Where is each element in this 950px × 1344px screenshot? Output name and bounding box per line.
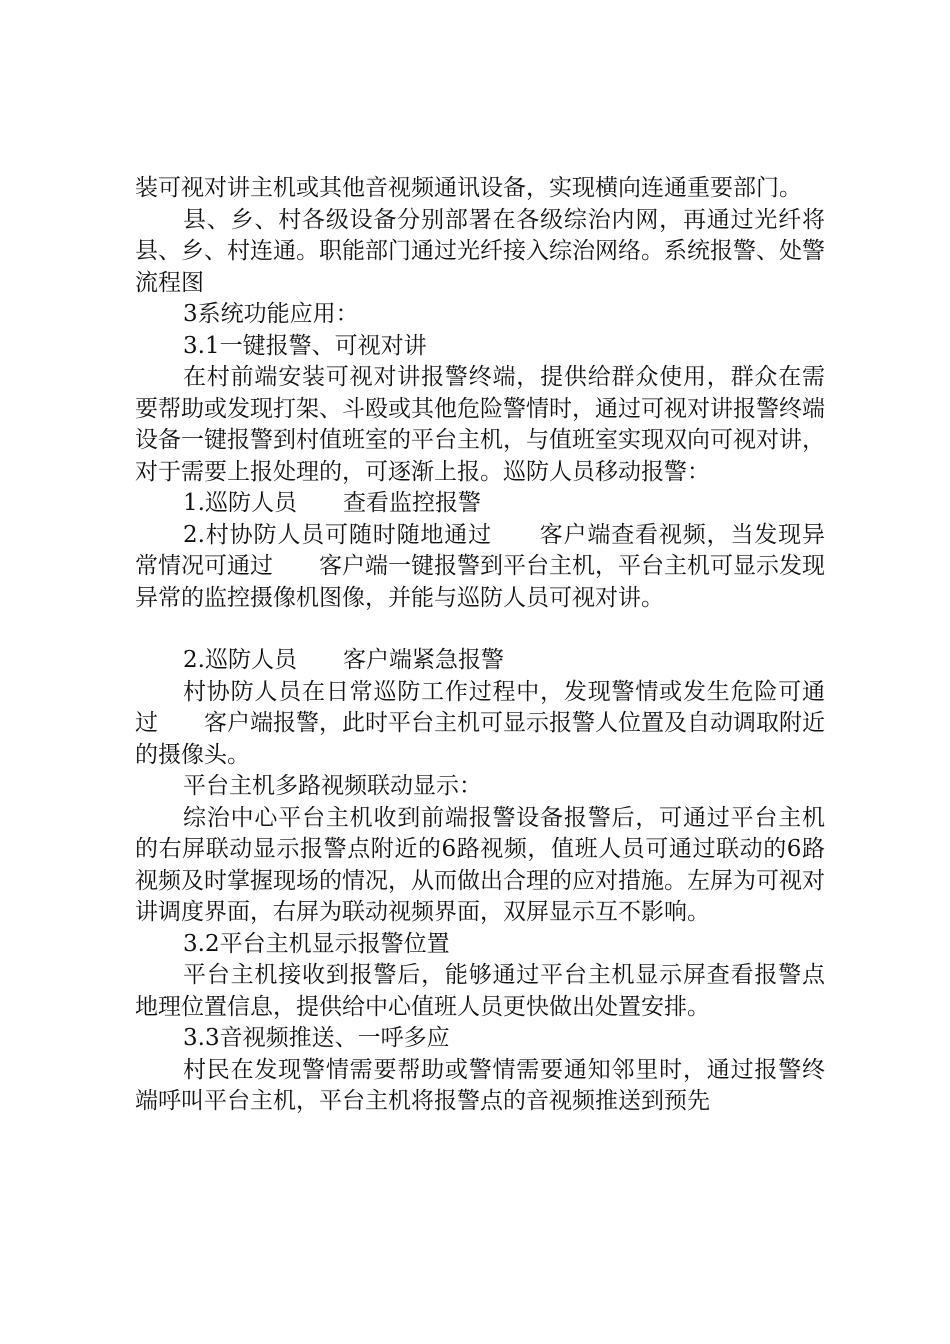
paragraph-daily-patrol: 村协防人员在日常巡防工作过程中，发现警情或发生危险可通过 客户端报警，此时平台主机可显示报警人位置及自动调取附近的摄像头。	[135, 678, 825, 768]
paragraph-av-push: 村民在发现警情需要帮助或警情需要通知邻里时，通过报警终端呼叫平台主机，平台主机将报警点的音视频推送到预先	[135, 1056, 825, 1114]
section-heading-alarm-location: 3.2平台主机显示报警位置	[183, 930, 450, 957]
list-item-emergency-alarm: 2.巡防人员 客户端紧急报警	[183, 647, 504, 673]
section-heading-one-key-alarm: 3.1一键报警、可视对讲	[183, 332, 427, 359]
paragraph-village-terminal: 在村前端安装可视对讲报警终端，提供给群众使用，群众在需要帮助或发现打架、斗殴或其他危险警情时，通过可视对讲报警终端设备一键报警到村值班室的平台主机，与值班室实现双向可视对讲，对于需要上报处理的，可逐渐上报。巡防人员移动报警：	[135, 364, 825, 485]
document-body	[135, 173, 825, 1118]
section-heading-av-push: 3.3音视频推送、一呼多应	[183, 1025, 450, 1051]
paragraph-network-deployment: 县、乡、村各级设备分别部署在各级综治内网，再通过光纤将县、乡、村连通。职能部门通过光纤接入综治网络。系统报警、处警流程图	[135, 206, 825, 296]
paragraph-alarm-location: 平台主机接收到报警后，能够通过平台主机显示屏查看报警点地理位置信息，提供给中心值班人员更快做出处置安排。	[135, 962, 825, 1020]
paragraph-multi-video-heading: 平台主机多路视频联动显示：	[183, 773, 482, 799]
list-item-patrol-monitor-alarm: 1.巡防人员 查看监控报警	[183, 490, 481, 516]
section-heading-system-functions: 3系统功能应用：	[183, 301, 359, 327]
paragraph-continued: 装可视对讲主机或其他音视频通讯设备，实现横向连通重要部门。	[135, 175, 802, 201]
paragraph-multi-video-linkage: 综治中心平台主机收到前端报警设备报警后，可通过平台主机的右屏联动显示报警点附近的6路视频，值班人员可通过联动的6路视频及时掌握现场的情况，从而做出合理的应对措施。左屏为可视对讲调度界面，右屏为联动视频界面，双屏显示互不影响。	[135, 804, 825, 925]
list-item-client-video: 2.村协防人员可随时随地通过 客户端查看视频，当发现异常情况可通过 客户端一键报警到平台主机，平台主机可显示发现异常的监控摄像机图像，并能与巡防人员可视对讲。	[135, 521, 825, 611]
